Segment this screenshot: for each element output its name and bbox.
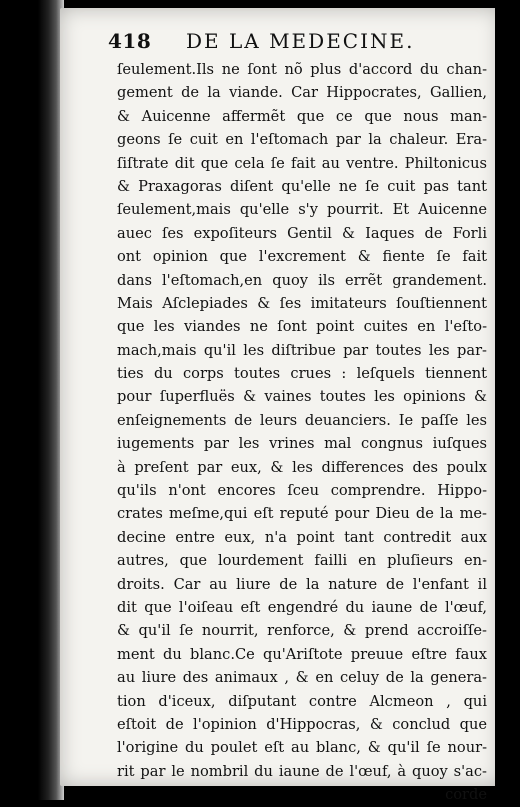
text-line: Mais Aſclepiades & ſes imitateurs ſouſtiennent (117, 294, 487, 312)
text-line: au liure des animaux , & en celuy de la genera- (117, 669, 487, 687)
text-line: crates meſme,qui eſt reputé pour Dieu de la me- (117, 505, 487, 523)
text-line: decine entre eux, n'a point tant contredit aux (117, 528, 487, 546)
text-line: que les viandes ne ſont point cuites en l'eſto- (117, 318, 487, 336)
text-line: & Auicenne affermẽt que ce que nous man- (117, 107, 487, 125)
body-text (117, 58, 487, 807)
text-line: iugements par les vrines mal congnus iuſques (117, 435, 487, 453)
page-header (108, 29, 483, 55)
text-line: autres, que lourdement failli en pluſieurs en- (117, 552, 487, 570)
text-line: ſeulement,mais qu'elle s'y pourrit. Et Auicenne (117, 201, 487, 219)
text-line: & Praxagoras diſent qu'elle ne ſe cuit pas tant (117, 177, 487, 195)
text-line: auec ſes expoſiteurs Gentil & Iaques de Forli (117, 224, 487, 242)
text-line: geons ſe cuit en l'eſtomach par la chaleur. Era- (117, 131, 487, 149)
text-line: enſeignements de leurs deuanciers. Ie paſſe les (117, 411, 487, 429)
text-line: rit par le nombril du iaune de l'œuf, à quoy s'ac- (117, 762, 487, 780)
text-line: ont opinion que l'excrement & fiente ſe fait (117, 248, 487, 266)
page-number: 418 (108, 29, 152, 53)
catchword: corde (445, 786, 487, 804)
running-head: DE LA MEDECINE. (186, 29, 415, 53)
text-line: l'origine du poulet eſt au blanc, & qu'il ſe nour- (117, 739, 487, 757)
text-line: eſtoit de l'opinion d'Hippocras, & conclud que (117, 715, 487, 733)
text-line: dit que l'oiſeau eſt engendré du iaune de l'œuf, (117, 598, 487, 616)
text-line: ment du blanc.Ce qu'Ariſtote preuue eſtre faux (117, 645, 487, 663)
text-line: dans l'eſtomach,en quoy ils errẽt grandement. (117, 271, 487, 289)
text-line: ſeulement.Ils ne ſont nõ plus d'accord du chan- (117, 61, 487, 78)
text-line: mach,mais qu'il les diſtribue par toutes les par- (117, 341, 487, 359)
text-line: droits. Car au liure de la nature de l'enfant il (117, 575, 487, 593)
text-line: qu'ils n'ont encores ſceu comprendre. Hippo- (117, 482, 487, 500)
page-edge (495, 0, 520, 800)
text-line: ſiſtrate dit que cela ſe fait au ventre. Philtonicus (117, 154, 487, 172)
text-line: & qu'il ſe nourrit, renforce, & prend accroiſſe- (117, 622, 487, 640)
text-line: gement de la viande. Car Hippocrates, Gallien, (117, 84, 487, 102)
text-line: à preſent par eux, & les differences des poulx (117, 458, 487, 476)
text-line: tion d'iceux, diſputant contre Alcmeon , qui (117, 692, 487, 710)
text-line: ties du corps toutes crues : leſquels tiennent (117, 365, 487, 383)
text-line: pour ſuperfluës & vaines toutes les opinions & (117, 388, 487, 406)
